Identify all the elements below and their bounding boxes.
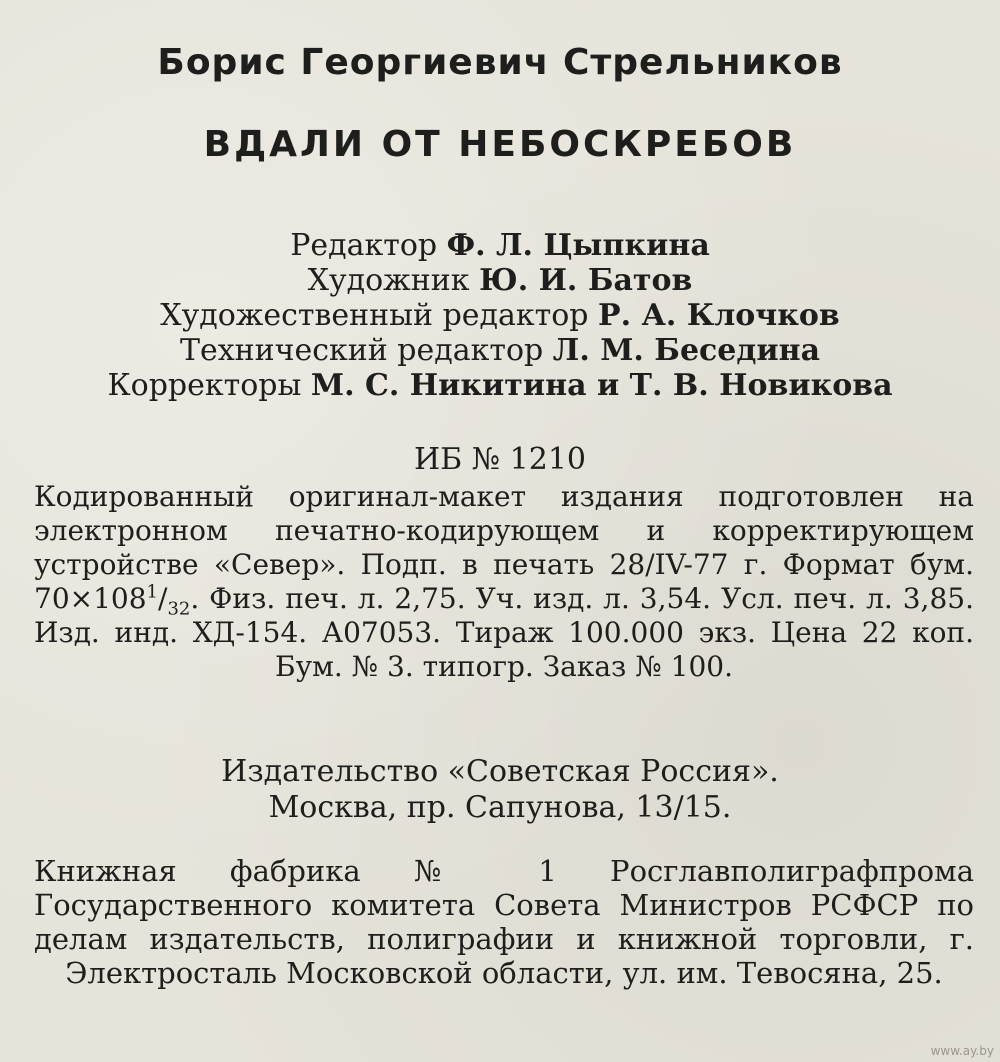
credit-line [0,228,1000,263]
credit-line [0,263,1000,298]
credit-role: Редактор [290,228,438,263]
author-name: Борис Георгиевич Стрельников [157,42,843,83]
technical-details-part1: Кодированный оригинал-макет издания подготовлен на электронном печатно-кодирующем и корректирующем устройстве «Север». Подп. в печать 28/IV-77 г. Формат бум. 70×108 [34,480,974,615]
credit-role: Технический редактор [179,333,544,368]
credit-name: Р. А. Клочков [598,298,840,333]
publisher-block [0,754,1000,826]
credit-role: Художник [307,263,470,298]
publisher-name: Издательство «Советская Россия». [221,754,779,789]
format-fraction-denominator: 32 [167,598,191,620]
printer-details: Книжная фабрика № 1 Росглавполиграфпрома Государственного комитета Совета Министров РСФСР по делам издательств, полиграфии и книжной торговли, г. Электросталь Московской области, ул. им. Тевосяна, 25. [34,854,974,990]
credit-line [0,368,1000,403]
watermark: www.ay.by [930,1044,994,1058]
credit-line [0,298,1000,333]
credit-name: Ф. Л. Цыпкина [446,228,710,263]
book-title: ВДАЛИ ОТ НЕБОСКРЕБОВ [203,124,797,165]
credit-name: М. С. Никитина и Т. В. Новикова [310,368,893,403]
publisher-address: Москва, пр. Сапунова, 13/15. [268,790,732,825]
credit-role: Корректоры [107,368,302,403]
credit-name: Л. М. Беседина [552,333,821,368]
format-fraction-numerator: 1 [146,581,158,603]
technical-details: Кодированный оригинал-макет издания подготовлен на электронном печатно-кодирующем и корректирующем устройстве «Север». Подп. в печать 28/IV-77 г. Формат бум. $70\times 108^1/_{32}$. Физ. печ. л. 2,75. Уч. изд. л. 3,54. Усл. печ. л. 3,85. Изд. инд. ХД-154. А07053. Тираж 100.000 экз. Цена 22 коп. Бум. № 3. типогр. Заказ № 100. [34,480,974,683]
credit-name: Ю. И. Батов [479,263,693,298]
technical-details-part2: . Физ. печ. л. 2,75. Уч. изд. л. 3,54. Усл. печ. л. 3,85. Изд. инд. ХД-154. А07053. Тираж 100.000 экз. Цена 22 коп. Бум. № 3. типогр. Заказ № 100. [34,582,974,683]
credit-line [0,333,1000,368]
credits-block [0,228,1000,403]
ib-number: ИБ № 1210 [413,442,587,477]
credit-role: Художественный редактор [160,298,589,333]
